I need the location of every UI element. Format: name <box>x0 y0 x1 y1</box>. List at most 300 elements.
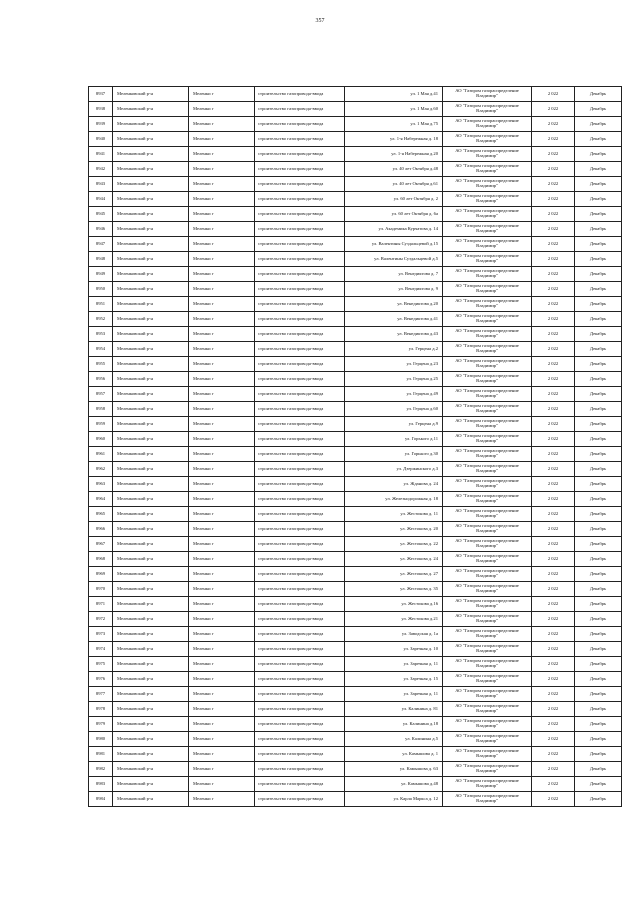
month-cell: Декабрь <box>575 732 622 747</box>
organization-cell <box>443 192 532 207</box>
district-cell: Меленковский р-н <box>113 297 189 312</box>
table-row <box>89 387 622 402</box>
year-cell: 2 022 <box>532 597 575 612</box>
work-type-cell: строительство газопровода-ввода <box>255 792 345 807</box>
district-cell: Меленковский р-н <box>113 87 189 102</box>
month-cell: Декабрь <box>575 462 622 477</box>
organization-line-2: Владимир" <box>476 273 498 278</box>
work-type-cell: строительство газопровода-ввода <box>255 147 345 162</box>
district-cell: Меленковский р-н <box>113 597 189 612</box>
organization-line-2: Владимир" <box>476 633 498 638</box>
address-cell: ул. Валентины Суздальцевой д.5 <box>345 252 443 267</box>
district-cell: Меленковский р-н <box>113 582 189 597</box>
row-number: 8961 <box>89 447 113 462</box>
organization-cell <box>443 162 532 177</box>
table-row <box>89 717 622 732</box>
year-cell: 2 022 <box>532 132 575 147</box>
row-number: 8955 <box>89 357 113 372</box>
organization-line-1: АО "Газпром газораспределение <box>455 673 519 679</box>
table-row <box>89 687 622 702</box>
city-cell: Меленки г <box>189 237 255 252</box>
district-cell: Меленковский р-н <box>113 702 189 717</box>
address-cell: ул. Калинина д. 81 <box>345 702 443 717</box>
organization-cell <box>443 552 532 567</box>
organization-line-1: АО "Газпром газораспределение <box>455 478 519 484</box>
work-type-cell: строительство газопровода-ввода <box>255 492 345 507</box>
address-cell: ул. Жестокова д.21 <box>345 612 443 627</box>
organization-line-2: Владимир" <box>476 753 498 758</box>
work-type-cell: строительство газопровода-ввода <box>255 342 345 357</box>
organization-line-1: АО "Газпром газораспределение <box>455 223 519 229</box>
row-number: 8984 <box>89 792 113 807</box>
row-number: 8952 <box>89 312 113 327</box>
month-cell: Декабрь <box>575 657 622 672</box>
year-cell: 2 022 <box>532 507 575 522</box>
organization-cell <box>443 402 532 417</box>
work-type-cell: строительство газопровода-ввода <box>255 462 345 477</box>
city-cell: Меленки г <box>189 732 255 747</box>
address-cell: ул. Заречная д. 11 <box>345 687 443 702</box>
district-cell: Меленковский р-н <box>113 402 189 417</box>
district-cell: Меленковский р-н <box>113 417 189 432</box>
city-cell: Меленки г <box>189 102 255 117</box>
district-cell: Меленковский р-н <box>113 522 189 537</box>
month-cell: Декабрь <box>575 87 622 102</box>
row-number: 8962 <box>89 462 113 477</box>
city-cell: Меленки г <box>189 492 255 507</box>
year-cell: 2 022 <box>532 87 575 102</box>
organization-line-1: АО "Газпром газораспределение <box>455 343 519 349</box>
organization-line-2: Владимир" <box>476 288 498 293</box>
organization-line-1: АО "Газпром газораспределение <box>455 178 519 184</box>
organization-line-2: Владимир" <box>476 303 498 308</box>
organization-line-2: Владимир" <box>476 648 498 653</box>
organization-line-2: Владимир" <box>476 228 498 233</box>
work-type-cell: строительство газопровода-ввода <box>255 117 345 132</box>
city-cell: Меленки г <box>189 552 255 567</box>
month-cell: Декабрь <box>575 162 622 177</box>
organization-line-2: Владимир" <box>476 768 498 773</box>
address-cell: ул. 1 Мая д.75 <box>345 117 443 132</box>
organization-line-2: Владимир" <box>476 588 498 593</box>
year-cell: 2 022 <box>532 522 575 537</box>
city-cell: Меленки г <box>189 447 255 462</box>
address-cell: ул. 60 лет Октября д. 6а <box>345 207 443 222</box>
row-number: 8974 <box>89 642 113 657</box>
organization-cell <box>443 747 532 762</box>
organization-line-1: АО "Газпром газораспределение <box>455 568 519 574</box>
year-cell: 2 022 <box>532 372 575 387</box>
organization-line-2: Владимир" <box>476 378 498 383</box>
organization-line-2: Владимир" <box>476 108 498 113</box>
row-number: 8977 <box>89 687 113 702</box>
district-cell: Меленковский р-н <box>113 132 189 147</box>
district-cell: Меленковский р-н <box>113 372 189 387</box>
table-row <box>89 87 622 102</box>
organization-cell <box>443 582 532 597</box>
row-number: 8958 <box>89 402 113 417</box>
organization-line-2: Владимир" <box>476 513 498 518</box>
month-cell: Декабрь <box>575 372 622 387</box>
year-cell: 2 022 <box>532 402 575 417</box>
organization-line-1: АО "Газпром газораспределение <box>455 193 519 199</box>
district-cell: Меленковский р-н <box>113 642 189 657</box>
work-type-cell: строительство газопровода-ввода <box>255 582 345 597</box>
table-row <box>89 522 622 537</box>
city-cell: Меленки г <box>189 582 255 597</box>
row-number: 8945 <box>89 207 113 222</box>
row-number: 8957 <box>89 387 113 402</box>
organization-line-2: Владимир" <box>476 168 498 173</box>
year-cell: 2 022 <box>532 762 575 777</box>
organization-line-2: Владимир" <box>476 258 498 263</box>
address-cell: ул. Карла Маркса д. 12 <box>345 792 443 807</box>
year-cell: 2 022 <box>532 477 575 492</box>
district-cell: Меленковский р-н <box>113 492 189 507</box>
month-cell: Декабрь <box>575 642 622 657</box>
district-cell: Меленковский р-н <box>113 717 189 732</box>
address-cell: ул. Калинина д.18 <box>345 717 443 732</box>
work-type-cell: строительство газопровода-ввода <box>255 417 345 432</box>
organization-cell <box>443 87 532 102</box>
district-cell: Меленковский р-н <box>113 387 189 402</box>
city-cell: Меленки г <box>189 672 255 687</box>
row-number: 8937 <box>89 87 113 102</box>
address-cell: ул. 40 лет Октября д.61 <box>345 177 443 192</box>
organization-line-1: АО "Газпром газораспределение <box>455 688 519 694</box>
row-number: 8943 <box>89 177 113 192</box>
table-row <box>89 102 622 117</box>
row-number: 8951 <box>89 297 113 312</box>
work-type-cell: строительство газопровода-ввода <box>255 252 345 267</box>
row-number: 8944 <box>89 192 113 207</box>
organization-line-2: Владимир" <box>476 528 498 533</box>
work-type-cell: строительство газопровода-ввода <box>255 282 345 297</box>
work-type-cell: строительство газопровода-ввода <box>255 132 345 147</box>
organization-line-2: Владимир" <box>476 798 498 803</box>
organization-cell <box>443 117 532 132</box>
organization-line-1: АО "Газпром газораспределение <box>455 598 519 604</box>
year-cell: 2 022 <box>532 747 575 762</box>
table-row <box>89 447 622 462</box>
table-row <box>89 492 622 507</box>
address-cell: ул. Жестокова д. 22 <box>345 537 443 552</box>
organization-cell <box>443 642 532 657</box>
month-cell: Декабрь <box>575 222 622 237</box>
city-cell: Меленки г <box>189 372 255 387</box>
year-cell: 2 022 <box>532 642 575 657</box>
district-cell: Меленковский р-н <box>113 282 189 297</box>
row-number: 8980 <box>89 732 113 747</box>
work-type-cell: строительство газопровода-ввода <box>255 567 345 582</box>
organization-cell <box>443 492 532 507</box>
table-row <box>89 642 622 657</box>
year-cell: 2 022 <box>532 237 575 252</box>
address-cell: ул. Герцена д.9 <box>345 417 443 432</box>
address-cell: ул. Камышова д. 63 <box>345 762 443 777</box>
table-row <box>89 207 622 222</box>
table-row <box>89 582 622 597</box>
organization-line-2: Владимир" <box>476 198 498 203</box>
table-row <box>89 777 622 792</box>
work-type-cell: строительство газопровода-ввода <box>255 222 345 237</box>
organization-cell <box>443 627 532 642</box>
year-cell: 2 022 <box>532 732 575 747</box>
table-row <box>89 627 622 642</box>
table-row <box>89 597 622 612</box>
work-type-cell: строительство газопровода-ввода <box>255 732 345 747</box>
year-cell: 2 022 <box>532 672 575 687</box>
district-cell: Меленковский р-н <box>113 732 189 747</box>
gas-pipeline-registry-table <box>88 86 622 807</box>
row-number: 8972 <box>89 612 113 627</box>
year-cell: 2 022 <box>532 207 575 222</box>
district-cell: Меленковский р-н <box>113 327 189 342</box>
row-number: 8964 <box>89 492 113 507</box>
city-cell: Меленки г <box>189 777 255 792</box>
work-type-cell: строительство газопровода-ввода <box>255 207 345 222</box>
city-cell: Меленки г <box>189 792 255 807</box>
year-cell: 2 022 <box>532 297 575 312</box>
address-cell: ул. Венедиктова д. 9 <box>345 282 443 297</box>
month-cell: Декабрь <box>575 147 622 162</box>
month-cell: Декабрь <box>575 192 622 207</box>
work-type-cell: строительство газопровода-ввода <box>255 162 345 177</box>
district-cell: Меленковский р-н <box>113 192 189 207</box>
row-number: 8981 <box>89 747 113 762</box>
row-number: 8948 <box>89 252 113 267</box>
city-cell: Меленки г <box>189 282 255 297</box>
work-type-cell: строительство газопровода-ввода <box>255 432 345 447</box>
address-cell: ул. Железнодорожная д. 18 <box>345 492 443 507</box>
work-type-cell: строительство газопровода-ввода <box>255 192 345 207</box>
district-cell: Меленковский р-н <box>113 312 189 327</box>
organization-line-2: Владимир" <box>476 123 498 128</box>
city-cell: Меленки г <box>189 612 255 627</box>
city-cell: Меленки г <box>189 357 255 372</box>
year-cell: 2 022 <box>532 102 575 117</box>
work-type-cell: строительство газопровода-ввода <box>255 657 345 672</box>
organization-line-2: Владимир" <box>476 423 498 428</box>
work-type-cell: строительство газопровода-ввода <box>255 402 345 417</box>
district-cell: Меленковский р-н <box>113 177 189 192</box>
organization-line-1: АО "Газпром газораспределение <box>455 253 519 259</box>
table-row <box>89 507 622 522</box>
organization-line-1: АО "Газпром газораспределение <box>455 703 519 709</box>
organization-cell <box>443 237 532 252</box>
organization-line-1: АО "Газпром газораспределение <box>455 433 519 439</box>
row-number: 8939 <box>89 117 113 132</box>
district-cell: Меленковский р-н <box>113 432 189 447</box>
year-cell: 2 022 <box>532 387 575 402</box>
city-cell: Меленки г <box>189 252 255 267</box>
page-number: 357 <box>315 18 325 24</box>
table-row <box>89 162 622 177</box>
work-type-cell: строительство газопровода-ввода <box>255 537 345 552</box>
address-cell: ул. Заречная д. 10 <box>345 642 443 657</box>
organization-line-1: АО "Газпром газораспределение <box>455 268 519 274</box>
month-cell: Декабрь <box>575 282 622 297</box>
city-cell: Меленки г <box>189 297 255 312</box>
table-row <box>89 357 622 372</box>
year-cell: 2 022 <box>532 177 575 192</box>
table-row <box>89 537 622 552</box>
organization-cell <box>443 327 532 342</box>
address-cell: ул. Горького д.30 <box>345 447 443 462</box>
work-type-cell: строительство газопровода-ввода <box>255 642 345 657</box>
year-cell: 2 022 <box>532 327 575 342</box>
city-cell: Меленки г <box>189 267 255 282</box>
organization-line-1: АО "Газпром газораспределение <box>455 793 519 799</box>
month-cell: Декабрь <box>575 777 622 792</box>
work-type-cell: строительство газопровода-ввода <box>255 87 345 102</box>
city-cell: Меленки г <box>189 432 255 447</box>
organization-line-1: АО "Газпром газораспределение <box>455 133 519 139</box>
organization-cell <box>443 222 532 237</box>
address-cell: ул. Заречная д. 15 <box>345 672 443 687</box>
year-cell: 2 022 <box>532 267 575 282</box>
organization-line-1: АО "Газпром газораспределение <box>455 778 519 784</box>
year-cell: 2 022 <box>532 162 575 177</box>
organization-line-2: Владимир" <box>476 723 498 728</box>
month-cell: Декабрь <box>575 387 622 402</box>
organization-cell <box>443 252 532 267</box>
organization-line-1: АО "Газпром газораспределение <box>455 148 519 154</box>
organization-cell <box>443 297 532 312</box>
table-row <box>89 462 622 477</box>
year-cell: 2 022 <box>532 567 575 582</box>
city-cell: Меленки г <box>189 162 255 177</box>
organization-line-2: Владимир" <box>476 363 498 368</box>
organization-cell <box>443 387 532 402</box>
row-number: 8954 <box>89 342 113 357</box>
organization-cell <box>443 567 532 582</box>
work-type-cell: строительство газопровода-ввода <box>255 597 345 612</box>
table-row <box>89 657 622 672</box>
month-cell: Декабрь <box>575 327 622 342</box>
address-cell: ул. Заводская д. 1а <box>345 627 443 642</box>
row-number: 8979 <box>89 717 113 732</box>
district-cell: Меленковский р-н <box>113 552 189 567</box>
organization-line-2: Владимир" <box>476 558 498 563</box>
table-row <box>89 252 622 267</box>
organization-cell <box>443 762 532 777</box>
address-cell: ул. 1-я Набережная д.20 <box>345 147 443 162</box>
work-type-cell: строительство газопровода-ввода <box>255 267 345 282</box>
address-cell: ул. Дзержинского д.3 <box>345 462 443 477</box>
table-row <box>89 432 622 447</box>
address-cell: ул. Герцена д.60 <box>345 402 443 417</box>
organization-line-1: АО "Газпром газораспределение <box>455 388 519 394</box>
address-cell: ул. Заречная д. 11 <box>345 657 443 672</box>
table-row <box>89 702 622 717</box>
year-cell: 2 022 <box>532 222 575 237</box>
row-number: 8970 <box>89 582 113 597</box>
row-number: 8938 <box>89 102 113 117</box>
year-cell: 2 022 <box>532 552 575 567</box>
work-type-cell: строительство газопровода-ввода <box>255 312 345 327</box>
organization-line-1: АО "Газпром газораспределение <box>455 163 519 169</box>
organization-line-1: АО "Газпром газораспределение <box>455 418 519 424</box>
organization-line-1: АО "Газпром газораспределение <box>455 553 519 559</box>
address-cell: ул. Камышова д. 1 <box>345 747 443 762</box>
table-row <box>89 612 622 627</box>
year-cell: 2 022 <box>532 582 575 597</box>
row-number: 8946 <box>89 222 113 237</box>
address-cell: ул. Герцена д.49 <box>345 387 443 402</box>
year-cell: 2 022 <box>532 717 575 732</box>
month-cell: Декабрь <box>575 762 622 777</box>
year-cell: 2 022 <box>532 612 575 627</box>
organization-line-2: Владимир" <box>476 438 498 443</box>
month-cell: Декабрь <box>575 267 622 282</box>
district-cell: Меленковский р-н <box>113 357 189 372</box>
work-type-cell: строительство газопровода-ввода <box>255 372 345 387</box>
address-cell: ул. Жданова д. 24 <box>345 477 443 492</box>
row-number: 8950 <box>89 282 113 297</box>
table-row <box>89 237 622 252</box>
work-type-cell: строительство газопровода-ввода <box>255 702 345 717</box>
organization-cell <box>443 702 532 717</box>
district-cell: Меленковский р-н <box>113 252 189 267</box>
city-cell: Меленки г <box>189 132 255 147</box>
district-cell: Меленковский р-н <box>113 687 189 702</box>
organization-cell <box>443 672 532 687</box>
month-cell: Декабрь <box>575 567 622 582</box>
city-cell: Меленки г <box>189 507 255 522</box>
city-cell: Меленки г <box>189 567 255 582</box>
organization-cell <box>443 792 532 807</box>
month-cell: Декабрь <box>575 627 622 642</box>
year-cell: 2 022 <box>532 342 575 357</box>
address-cell: ул. 1 Мая д.41 <box>345 87 443 102</box>
month-cell: Декабрь <box>575 672 622 687</box>
row-number: 8966 <box>89 522 113 537</box>
organization-line-2: Владимир" <box>476 498 498 503</box>
address-cell: ул. Венедиктова д.41 <box>345 312 443 327</box>
city-cell: Меленки г <box>189 417 255 432</box>
district-cell: Меленковский р-н <box>113 567 189 582</box>
row-number: 8959 <box>89 417 113 432</box>
organization-cell <box>443 357 532 372</box>
organization-line-1: АО "Газпром газораспределение <box>455 313 519 319</box>
row-number: 8969 <box>89 567 113 582</box>
year-cell: 2 022 <box>532 117 575 132</box>
organization-line-1: АО "Газпром газораспределение <box>455 718 519 724</box>
organization-line-2: Владимир" <box>476 708 498 713</box>
work-type-cell: строительство газопровода-ввода <box>255 387 345 402</box>
city-cell: Меленки г <box>189 687 255 702</box>
organization-line-1: АО "Газпром газораспределение <box>455 298 519 304</box>
row-number: 8947 <box>89 237 113 252</box>
city-cell: Меленки г <box>189 177 255 192</box>
year-cell: 2 022 <box>532 147 575 162</box>
table-row <box>89 552 622 567</box>
district-cell: Меленковский р-н <box>113 117 189 132</box>
district-cell: Меленковский р-н <box>113 762 189 777</box>
row-number: 8949 <box>89 267 113 282</box>
city-cell: Меленки г <box>189 522 255 537</box>
month-cell: Декабрь <box>575 717 622 732</box>
city-cell: Меленки г <box>189 147 255 162</box>
organization-line-2: Владимир" <box>476 783 498 788</box>
address-cell: ул. Жестокова д. 20 <box>345 522 443 537</box>
row-number: 8940 <box>89 132 113 147</box>
organization-line-2: Владимир" <box>476 618 498 623</box>
city-cell: Меленки г <box>189 312 255 327</box>
table-row <box>89 402 622 417</box>
year-cell: 2 022 <box>532 627 575 642</box>
